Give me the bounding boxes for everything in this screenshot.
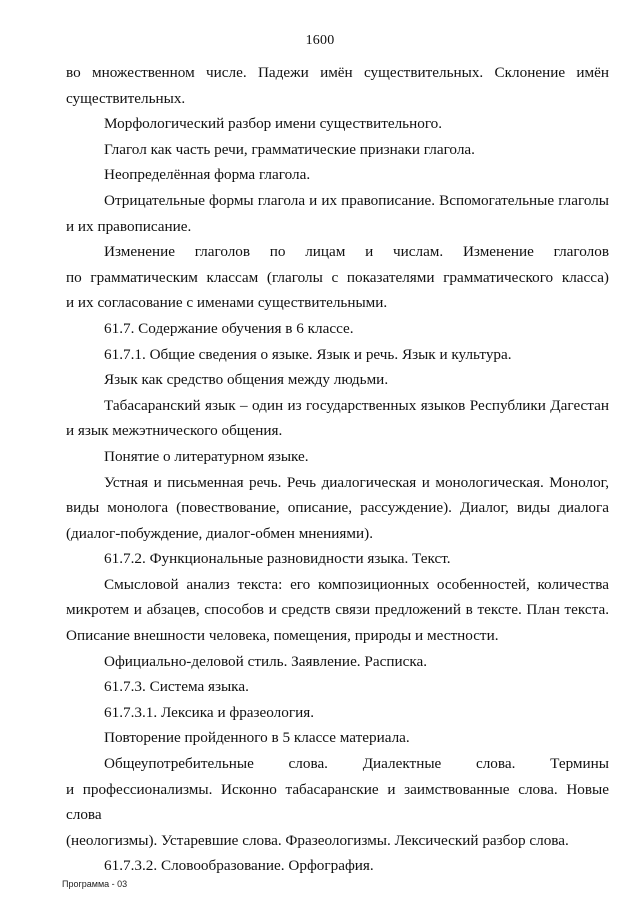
text-line: 61.7.3.2. Словообразование. Орфография. <box>104 857 374 875</box>
text-line: и их правописание. <box>66 217 192 235</box>
text-line: Понятие о литературном языке. <box>104 447 309 465</box>
text-line: существительных. <box>66 89 186 107</box>
text-line: Смысловой анализ текста: его композиционных особенностей, количества <box>104 575 609 593</box>
paragraph <box>66 393 609 444</box>
paragraph <box>66 316 609 342</box>
text-line: Язык как средство общения между людьми. <box>104 371 389 389</box>
text-line: Общеупотребительные слова. Диалектные слова. Термины <box>104 755 609 773</box>
text-line: микротем и абзацев, способов и средств связи предложений в тексте. План текста. <box>66 601 609 619</box>
paragraph <box>66 444 609 470</box>
paragraph <box>66 674 609 700</box>
text-line: Изменение глаголов по лицам и числам. Изменение глаголов <box>104 243 609 261</box>
text-line: 61.7.2. Функциональные разновидности языка. Текст. <box>104 550 451 568</box>
text-line: Табасаранский язык – один из государственных языков Республики Дагестан <box>104 396 609 414</box>
text-line: 61.7. Содержание обучения в 6 классе. <box>104 319 354 337</box>
paragraph <box>66 546 609 572</box>
paragraph <box>66 367 609 393</box>
text-line: Морфологический разбор имени существительного. <box>104 115 443 133</box>
document-body <box>66 60 609 879</box>
text-line: и их согласование с именами существительными. <box>66 294 388 312</box>
text-line: 61.7.3. Система языка. <box>104 678 249 696</box>
text-line: Повторение пройденного в 5 классе материала. <box>104 729 410 747</box>
text-line: Устная и письменная речь. Речь диалогическая и монологическая. Монолог, <box>104 473 609 491</box>
text-line: 61.7.3.1. Лексика и фразеология. <box>104 703 314 721</box>
paragraph <box>66 60 609 111</box>
paragraph <box>66 188 609 239</box>
paragraph <box>66 572 609 649</box>
footer-label: Программа - 03 <box>62 879 128 889</box>
text-line: (неологизмы). Устаревшие слова. Фразеологизмы. Лексический разбор слова. <box>66 831 569 849</box>
text-line: во множественном числе. Падежи имён существительных. Склонение имён <box>66 64 609 81</box>
text-line: и язык межэтнического общения. <box>66 422 283 440</box>
text-line: 61.7.1. Общие сведения о языке. Язык и речь. Язык и культура. <box>104 345 512 363</box>
paragraph <box>66 751 609 853</box>
text-line: по грамматическим классам (глаголы с показателями грамматического класса) <box>66 268 609 286</box>
paragraph <box>66 239 609 316</box>
text-line: Описание внешности человека, помещения, природы и местности. <box>66 627 499 645</box>
text-line: и профессионализмы. Исконно табасаранские и заимствованные слова. Новые слова <box>66 780 609 824</box>
text-line: (диалог-побуждение, диалог-обмен мнениями). <box>66 524 374 542</box>
text-line: виды монолога (повествование, описание, рассуждение). Диалог, виды диалога <box>66 499 609 517</box>
paragraph <box>66 162 609 188</box>
text-line: Отрицательные формы глагола и их правописание. Вспомогательные глаголы <box>104 191 609 209</box>
paragraph <box>66 111 609 137</box>
paragraph <box>66 342 609 368</box>
text-line: Официально-деловой стиль. Заявление. Расписка. <box>104 652 428 670</box>
paragraph <box>66 725 609 751</box>
paragraph <box>66 470 609 547</box>
paragraph <box>66 137 609 163</box>
paragraph <box>66 700 609 726</box>
paragraph <box>66 853 609 879</box>
text-line: Глагол как часть речи, грамматические признаки глагола. <box>104 140 475 158</box>
paragraph <box>66 649 609 675</box>
page-number: 1600 <box>305 33 335 48</box>
text-line: Неопределённая форма глагола. <box>104 166 311 184</box>
